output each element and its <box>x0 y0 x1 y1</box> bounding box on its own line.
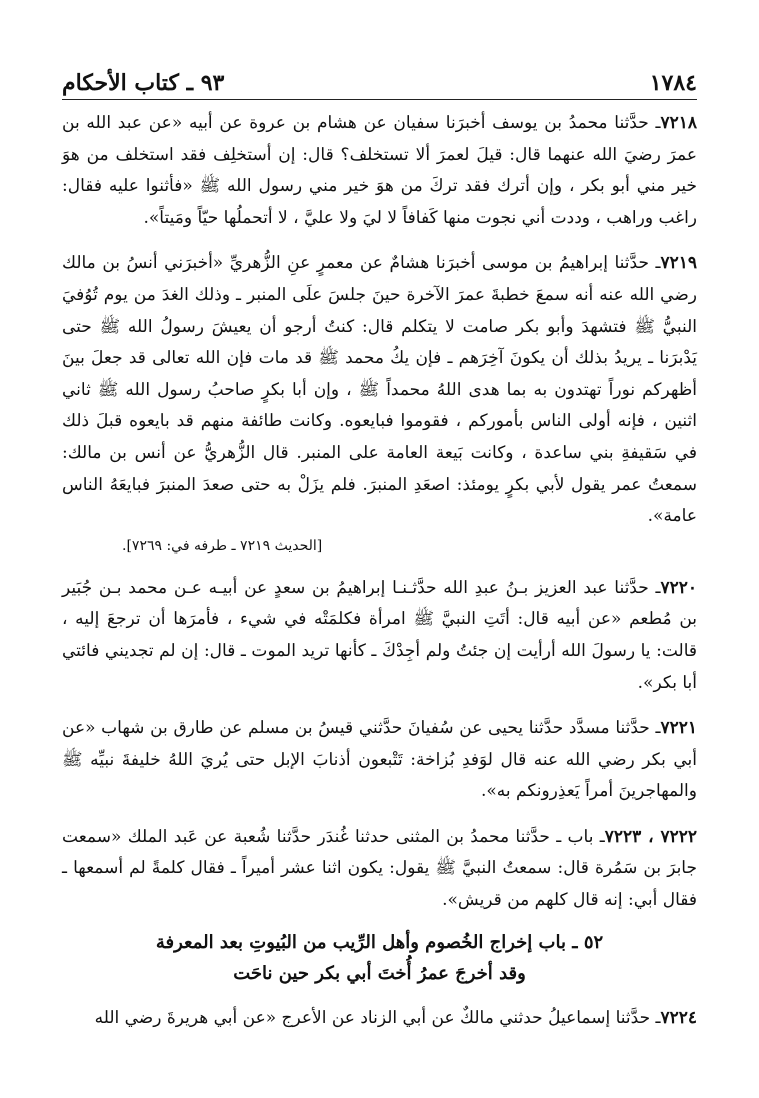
hadith-7221 <box>62 713 697 808</box>
hadith-7224 <box>62 1003 697 1035</box>
hadith-number: ٧٢٢٤ <box>660 1007 697 1028</box>
page-header <box>62 62 697 96</box>
hadith-7218 <box>62 108 697 234</box>
hadith-text: ـ حدَّثنا مسدَّد حدَّثنا يحيى عن سُفيانَ حدَّثني قيسُ بن مسلم عن طارق بن شهاب «عن أبي بكر رضي الله عنه قال لوَفدِ بُزاخة: تَتْبعون أذنابَ الإبل حتى يُريَ اللهُ خليفةَ نبيِّه ﷺ والمهاجرينَ أمراً يَعذِرونكم به». <box>62 718 697 802</box>
hadith-text: ـ باب ـ حدَّثنا محمدُ بن المثنى حدثنا غُندَر حدَّثنا شُعبة عن عَبد الملك «سمعت جابرَ بن سَمُرة قال: سمعتُ النبيَّ ﷺ يقول: يكون اثنا عشر أميراً ـ فقال كلمةً لم أسمعها ـ فقال أبي: إنه قال كلهم من قريش». <box>62 826 697 911</box>
hadith-cross-reference: [الحديث ٧٢١٩ ـ طرفه في: ٧٢٦٩]. <box>122 537 323 554</box>
header-divider <box>62 99 697 100</box>
hadith-text: ـ حدَّثنا محمدُ بن يوسف أخبرَنا سفيان عن هشام بن عروة عن أبيه «عن عبد الله بن عمرَ رضيَ الله عنهما قال: قيلَ لعمرَ ألا تستخلف؟ قال: إن أستخلِف فقد استخلف من هوَ خير مني أبو بكر ، وإن أترك فقد تركَ من هوَ خير مني رسول الله ﷺ «فأثنوا عليه فقال: راغب وراهب ، وددت أني نجوت منها كَفافاً لا ليَ ولا عليَّ ، لا أتحملُها حيّاً ومَيتاً». <box>62 113 697 228</box>
hadith-number: ٧٢٢١ <box>660 718 697 739</box>
section-heading: ٥٢ ـ باب إخراج الخُصوم وأهل الرِّيب من البُيوتِ بعد المعرفة <box>155 931 604 953</box>
hadith-text: ـ حدَّثنا إبراهيمُ بن موسى أخبرَنا هشامٌ عن معمرٍ عنِ الزُّهريِّ «أخبرَني أنسُ بن مالك رضي الله عنه أنه سمعَ خطبةَ عمرَ الآخرة حينَ جلسَ علَى المنبر ـ وذلك الغدَ من يوم تُوُفيَ النبيُّ ﷺ فتشهدَ وأبو بكر صامت لا يتكلم قال: كنتُ أرجو أن يعيشَ رسولُ الله ﷺ حتى يَدْبرَنا ـ يريدُ بذلك أن يكونَ آخِرَهم ـ فإن يكُ محمد ﷺ قد مات فإن الله تعالى قد جعلَ بينَ أظهركم نوراً تهتدون به بما هدى اللهُ محمداً ﷺ ، وإن أبا بكرٍ صاحبُ رسول الله ﷺ ثاني اثنين ، فإنه أولى الناس بأموركم ، فقوموا فبايعوه. وكانت طائفة منهم قد بايعوه قبلَ ذلك في سَقيفةِ بني ساعدة ، وكانت بَيعة العامة على المنبر. قال الزُّهريُّ عن أنس بن مالك: سمعتُ عمر يقول لأبي بكرٍ يومئذ: اصعَدِ المنبرَ. فلم يزَلْ به حتى صعدَ المنبرَ فبايعَهُ الناس عامة». <box>62 253 697 527</box>
hadith-text: ـ حدَّثنا إسماعيلُ حدثني مالكٌ عن أبي الزناد عن الأعرج «عن أبي هريرةَ رضي الله <box>94 1007 661 1028</box>
hadith-7222-7223 <box>62 822 697 917</box>
hadith-7220 <box>62 573 697 699</box>
page-content <box>62 108 697 1034</box>
hadith-number: ٧٢٢٠ <box>660 577 697 598</box>
hadith-number: ٧٢١٨ <box>660 113 697 133</box>
book-title: ٩٣ ـ كتاب الأحكام <box>62 70 225 96</box>
section-subheading: وقد أخرجَ عمرُ أُختَ أبي بكر حين ناحَت <box>233 962 526 984</box>
page-number: ١٧٨٤ <box>649 70 697 96</box>
hadith-7219 <box>62 248 697 532</box>
hadith-text: ـ حدَّثنا عبد العزيز بـنُ عبدِ الله حدَّثـنـا إبراهيمُ بن سعدٍ عن أبيـه عـن محمد بـن جُبَير بن مُطعم «عن أبيه قال: أتَتِ النبيَّ ﷺ امرأة فكلمَتْه في شيء ، فأمرَها أن ترجعَ إليه ، قالت: يا رسولَ الله أرأيت إن جئتُ ولم أجِدْكَ ـ كأنها تريد الموت ـ قال: إن لم تجديني فائتي أبا بكر». <box>62 577 697 693</box>
hadith-number: ٧٢١٩ <box>660 253 697 274</box>
hadith-number: ٧٢٢٢ ، ٧٢٢٣ <box>604 826 697 847</box>
